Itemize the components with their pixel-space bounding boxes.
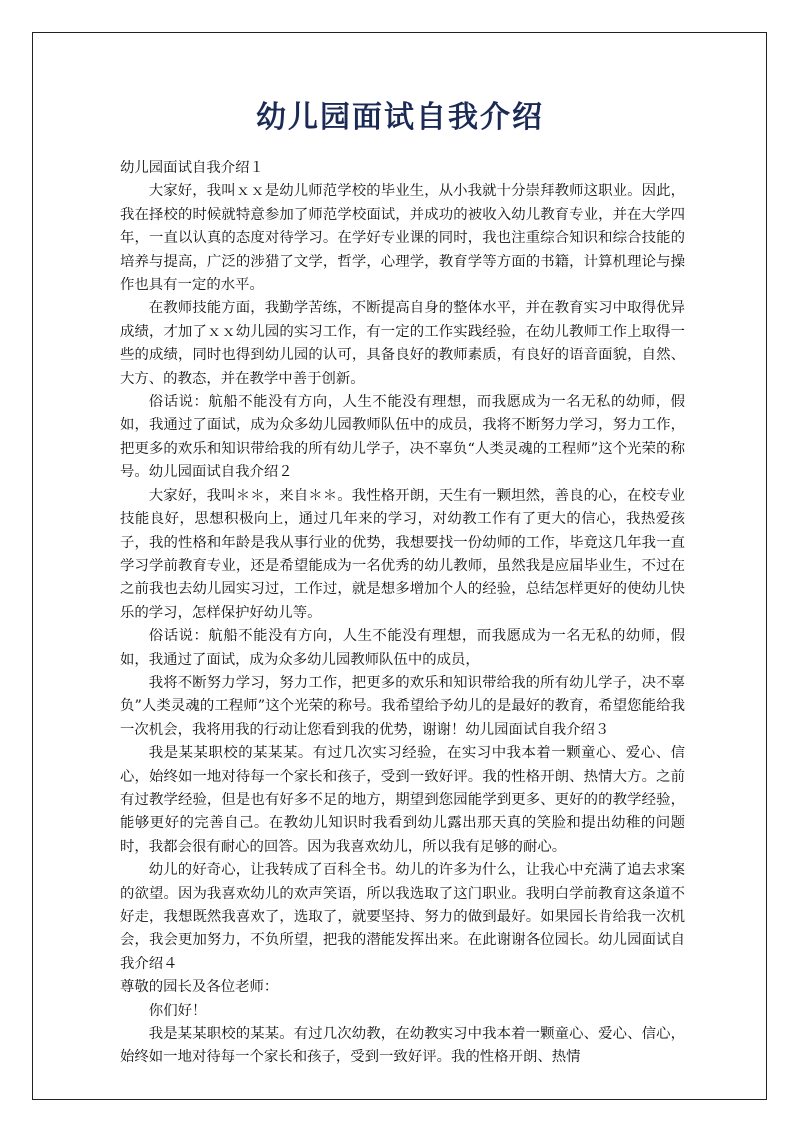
paragraph-heading-1: 幼儿园面试自我介绍１ [120, 160, 264, 176]
document-body [120, 157, 685, 1070]
paragraph: 俗话说：航船不能没有方向，人生不能没有理想，而我愿成为一名无私的幼师，假如，我通过了面试，成为众多幼儿园教师队伍中的成员，我将不断努力学习，努力工作，把更多的欢乐和知识带给我的所有幼儿学子，决不辜负“人类灵魂的工程师”这个光荣的称号。幼儿园面试自我介绍２ [120, 394, 685, 481]
document-title: 幼儿园面试自我介绍 [256, 100, 544, 135]
paragraph: 我是某某职校的某某某。有过几次实习经验，在实习中我本着一颗童心、爱心、信心，始终如一地对待每一个家长和孩子，受到一致好评。我的性格开朗、热情大方。之前有过教学经验，但是也有好多不足的地方，期望到您园能学到更多、更好的的教学经验，能够更好的完善自己。在教幼儿知识时我看到幼儿露出那天真的笑脸和提出幼稚的问题时，我都会很有耐心的回答。因为我喜欢幼儿，所以我有足够的耐心。 [120, 745, 685, 855]
paragraph: 幼儿的好奇心，让我转成了百科全书。幼儿的许多为什么，让我心中充满了追去求案的欲望。因为我喜欢幼儿的欢声笑语，所以我选取了这门职业。我明白学前教育这条道不好走，我想既然我喜欢了，选取了，就要坚持、努力的做到最好。如果园长肯给我一次机会，我会更加努力，不负所望，把我的潜能发挥出来。在此谢谢各位园长。幼儿园面试自我介绍４ [120, 862, 685, 972]
paragraph: 在教师技能方面，我勤学苦练，不断提高自身的整体水平，并在教育实习中取得优异成绩，才加了ｘｘ幼儿园的实习工作，有一定的工作实践经验，在幼儿教师工作上取得一些的成绩，同时也得到幼儿园的认可，具备良好的教师素质，有良好的语音面貌，自然、大方、的教态，并在教学中善于创新。 [120, 300, 685, 387]
paragraph: 大家好，我叫ｘｘ是幼儿师范学校的毕业生，从小我就十分崇拜教师这职业。因此，我在择校的时候就特意参加了师范学校面试，并成功的被收入幼儿教育专业，并在大学四年，一直以认真的态度对待学习。在学好专业课的同时，我也注重综合知识和综合技能的培养与提高，广泛的涉猎了文学，哲学，心理学，教育学等方面的书籍，计算机理论与操作也具有一定的水平。 [120, 183, 685, 294]
salutation: 尊敬的园长及各位老师： [120, 979, 279, 996]
paragraph: 我是某某职校的某某。有过几次幼教，在幼教实习中我本着一颗童心、爱心、信心，始终如一地对待每一个家长和孩子，受到一致好评。我的性格开朗、热情 [120, 1026, 685, 1066]
paragraph: 俗话说：航船不能没有方向，人生不能没有理想，而我愿成为一名无私的幼师，假如，我通过了面试，成为众多幼儿园教师队伍中的成员， [120, 628, 685, 668]
greeting: 你们好！ [148, 1002, 207, 1019]
paragraph: 我将不断努力学习，努力工作，把更多的欢乐和知识带给我的所有幼儿学子，决不辜负”人类灵魂的工程师”这个光荣的称号。我希望给予幼儿的是最好的教育，希望您能给我一次机会，我将用我的行动让您看到我的优势，谢谢！幼儿园面试自我介绍３ [120, 674, 685, 738]
paragraph: 大家好，我叫＊＊，来自＊＊。我性格开朗，天生有一颗坦然，善良的心，在校专业技能良好，思想积极向上，通过几年来的学习，对幼教工作有了更大的信心，我热爱孩子，我的性格和年龄是我从事行业的优势，我想要找一份幼师的工作，毕竟这几年我一直学习学前教育专业，还是希望能成为一名优秀的幼儿教师，虽然我是应届毕业生，不过在之前我也去幼儿园实习过，工作过，就是想多增加个人的经验，总结怎样更好的使幼儿快乐的学习，怎样保护好幼儿等。 [120, 487, 685, 621]
